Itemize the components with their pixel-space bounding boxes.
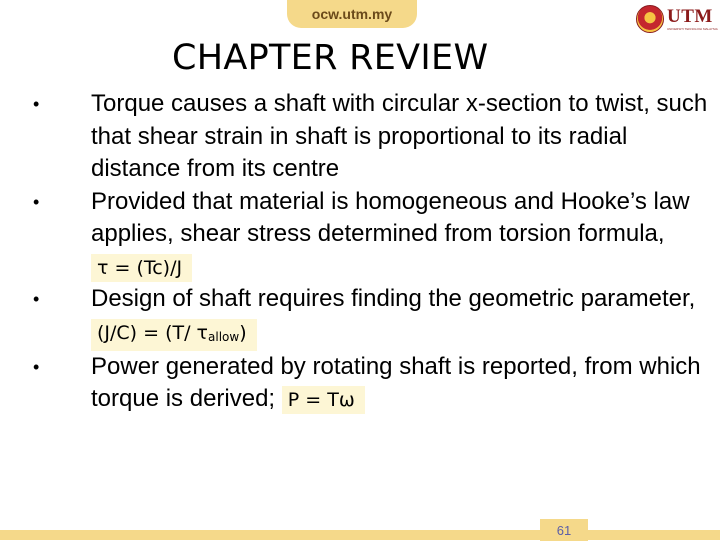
bullet-item-1 [0,88,720,186]
page-number: 61 [540,519,588,541]
site-banner-tab [287,0,417,28]
utm-logo [636,2,720,36]
site-url: ocw.utm.my [311,6,393,22]
bullet-marker: • [33,289,40,309]
bullet-list [0,88,720,416]
design-formula-end: ) [239,321,247,344]
bullet-marker: • [33,356,40,377]
design-formula-subscript: allow [208,329,240,344]
slide-title: CHAPTER REVIEW [172,38,489,78]
design-formula [91,319,257,351]
bullet-marker: • [33,94,40,114]
footer-bar [0,530,720,540]
design-formula-main: (J/C) = (T/ τ [97,321,208,344]
bullet-text: Design of shaft requires finding the geometric parameter, [91,285,696,312]
bullet-text: Provided that material is homogeneous and Hooke’s law applies, shear stress determined from torsion formula, [91,187,690,247]
bullet-item-2 [0,186,720,284]
utm-seal-icon [636,5,664,33]
bullet-text: Power generated by rotating shaft is reported, from which torque is derived; [91,352,701,412]
bullet-marker: • [33,191,40,212]
power-formula: P = Tω [282,386,365,414]
logo-wordmark: UTM [667,6,713,27]
bullet-item-3 [0,283,720,351]
torsion-formula: τ = (Tc)/J [91,254,192,282]
bullet-text: Torque causes a shaft with circular x-section to twist, such that shear strain in shaft is proportional to its radial distance from its centre [91,90,708,182]
logo-subtitle: UNIVERSITI TEKNOLOGI MALAYSIA [667,27,718,31]
bullet-item-4 [0,351,720,416]
